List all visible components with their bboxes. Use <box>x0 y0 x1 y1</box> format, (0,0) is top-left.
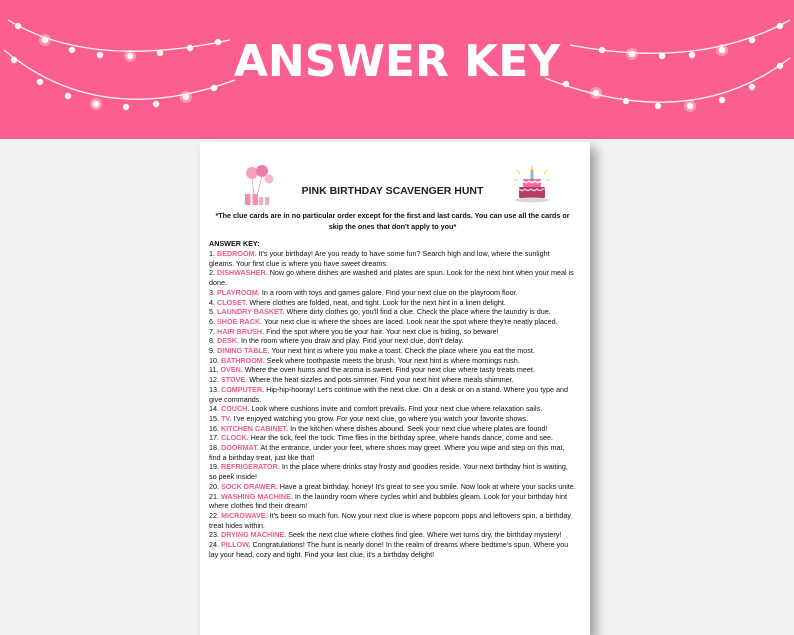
answer-number: 16. <box>209 423 219 433</box>
answer-clue-text: Your next hint is where you make a toast. Check the place where you eat the most. <box>271 346 535 356</box>
answer-clue-text: I've enjoyed watching you grow. For your next clue, go where you watch your favorite shows. <box>233 413 529 423</box>
answer-number: 3. <box>209 287 215 297</box>
answer-clue-text: Where the heat sizzles and pots simmer. Find your next hint where meals shimmer. <box>249 375 514 385</box>
answer-number: 24. <box>209 540 219 550</box>
answer-item <box>209 375 576 385</box>
answer-item <box>209 482 576 492</box>
answer-item <box>209 540 576 559</box>
answer-location: SOCK DRAWER. <box>221 481 278 491</box>
answer-clue-text: Hip-hip-hooray! Let's continue with the next clue. On a desk or on a stand. Where you type and give commands. <box>209 384 568 404</box>
answer-number: 4. <box>209 297 215 307</box>
banner-title: ANSWER KEY <box>233 36 561 87</box>
answer-item <box>209 346 576 356</box>
answer-item <box>209 414 576 424</box>
answer-clue-text: Hear the tick, feel the tock. Time flies in the birthday spree, where hands dance, come and see. <box>250 433 553 443</box>
answer-number: 10. <box>209 355 219 365</box>
answer-location: SHOE RACK. <box>217 316 263 326</box>
answer-location: CLOCK. <box>221 433 249 443</box>
answer-item <box>209 327 576 337</box>
answer-clue-text: Where dirty clothes go, you'll find a clue. Check the place where the laundry is due. <box>286 307 551 317</box>
answer-number: 11. <box>209 365 219 375</box>
answer-location: DOORMAT. <box>221 443 259 453</box>
answer-number: 14. <box>209 404 219 414</box>
answer-location: BATHROOM. <box>221 355 265 365</box>
answer-location: MICROWAVE. <box>221 510 268 520</box>
instructions-note: *The clue cards are in no particular order except for the first and last cards. You can use all the cards or skip the ones that don't apply to you* <box>215 211 570 231</box>
answer-number: 2. <box>209 268 215 278</box>
answer-item <box>209 365 576 375</box>
birthday-cake-icon <box>512 166 552 206</box>
answer-location: CLOSET. <box>217 297 248 307</box>
answer-location: KITCHEN CABINET. <box>221 423 289 433</box>
answer-key-sheet <box>200 142 590 635</box>
answer-item <box>209 356 576 366</box>
answer-item <box>209 433 576 443</box>
document-title: PINK BIRTHDAY SCAVENGER HUNT <box>301 185 484 197</box>
answer-location: COUCH. <box>221 404 250 414</box>
answer-key-heading: ANSWER KEY: <box>209 239 260 248</box>
answer-number: 13. <box>209 384 219 394</box>
answer-location: DESK. <box>217 336 239 346</box>
answer-number: 20. <box>209 481 219 491</box>
answer-clue-text: Look where cushions invite and comfort prevails. Find your next clue where relaxation sails. <box>251 404 543 414</box>
answer-clue-text: Your next clue is where the shoes are laced. Look near the spot where they're neatly placed. <box>264 316 558 326</box>
answer-number: 22. <box>209 510 219 520</box>
answer-location: HAIR BRUSH. <box>217 326 265 336</box>
answer-number: 1. <box>209 249 215 258</box>
document-header <box>209 142 576 210</box>
answer-location: DRYING MACHINE. <box>221 530 287 540</box>
answer-location: DISHWASHER. <box>217 268 268 278</box>
answer-number: 8. <box>209 336 215 346</box>
answer-number: 19. <box>209 462 219 472</box>
answer-item <box>209 511 576 530</box>
answer-item <box>209 443 576 462</box>
answer-clue-text: Where clothes are folded, neat, and tight. Look for the next hint in a linen delight. <box>249 297 506 307</box>
answer-clue-text: It's been so much fun. Now your next clue is where popcorn pops and leftovers spin, a birthday treat hides within. <box>209 510 572 530</box>
answer-list <box>209 249 576 560</box>
answer-number: 15. <box>209 413 219 423</box>
answer-number: 12. <box>209 375 219 385</box>
answer-number: 7. <box>209 326 215 336</box>
answer-number: 6. <box>209 316 215 326</box>
answer-location: LAUNDRY BASKET. <box>217 307 285 317</box>
answer-item <box>209 424 576 434</box>
answer-clue-text: In the room where you draw and play. Find your next clue, don't delay. <box>240 336 464 346</box>
answer-item <box>209 288 576 298</box>
answer-item <box>209 530 576 540</box>
answer-number: 17. <box>209 433 219 443</box>
answer-item <box>209 385 576 404</box>
answer-item <box>209 307 576 317</box>
answer-location: WASHING MACHINE. <box>221 491 293 501</box>
answer-location: PILLOW. <box>221 540 251 550</box>
answer-location: REFRIGERATOR. <box>221 462 280 472</box>
answer-clue-text: Where the oven hums and the aroma is sweet. Find your next clue where tasty treats meet. <box>244 365 535 375</box>
answer-location: STOVE. <box>221 375 248 385</box>
answer-clue-text: In a room with toys and games galore. Find your next clue on the playroom floor. <box>261 287 518 297</box>
answer-number: 23. <box>209 530 219 540</box>
answer-item <box>209 317 576 327</box>
answer-clue-text: Congratulations! The hunt is nearly done! In the realm of dreams where bedtime's spun. Where you lay your head, cozy and tight. Find your last clue, it's a birthday delight! <box>209 540 569 559</box>
answer-clue-text: Seek the next clue where clothes find glee. Where wet turns dry, the birthday mystery! <box>288 530 562 540</box>
answer-location: BEDROOM. <box>217 249 257 258</box>
answer-item <box>209 462 576 481</box>
answer-clue-text: Seek where toothpaste meets the brush. Your next hint is where mornings rush. <box>266 355 520 365</box>
answer-item <box>209 268 576 287</box>
answer-clue-text: In the place where drinks stay frosty and goodies reside. Your next birthday hint is waiting, so peek inside! <box>209 462 568 482</box>
answer-key-banner <box>0 0 794 139</box>
answer-clue-text: Now go where dishes are washed and plates are spun. Look for the next hint when your meal is done. <box>209 268 574 288</box>
answer-location: OVEN. <box>220 365 243 375</box>
answer-location: COMPUTER. <box>221 384 265 394</box>
answer-location: TV. <box>221 413 232 423</box>
answer-location: PLAYROOM. <box>217 287 260 297</box>
answer-number: 5. <box>209 307 215 317</box>
answer-clue-text: In the kitchen where dishes abound. Seek your next clue where plates are found! <box>290 423 548 433</box>
answer-item <box>209 298 576 308</box>
answer-clue-text: Find the spot where you tie your hair. Your next clue is hiding, so beware! <box>266 326 499 336</box>
answer-location: DINING TABLE. <box>217 346 270 356</box>
answer-number: 9. <box>209 346 215 356</box>
answer-clue-text: In the laundry room where cycles whirl and bubbles gleam. Look for your birthday hint where clothes find their dream! <box>209 491 567 511</box>
answer-number: 18. <box>209 443 219 453</box>
answer-item <box>209 336 576 346</box>
answer-clue-text: At the entrance, under your feet, where shoes may greet. Where you wipe and step on this mat, find a birthday treat, just like that! <box>209 443 565 462</box>
answer-item <box>209 249 576 268</box>
answer-clue-text: It's your birthday! Are you ready to have some fun? Search high and low, where the sunlight gleams. Your first clue is where you have sweet dreams. <box>209 249 550 268</box>
answer-clue-text: Have a great birthday, honey! It's great to see you smile. Now look at where your socks unite. <box>279 481 576 491</box>
answer-number: 21. <box>209 491 219 501</box>
answer-item <box>209 404 576 414</box>
answer-item <box>209 492 576 511</box>
